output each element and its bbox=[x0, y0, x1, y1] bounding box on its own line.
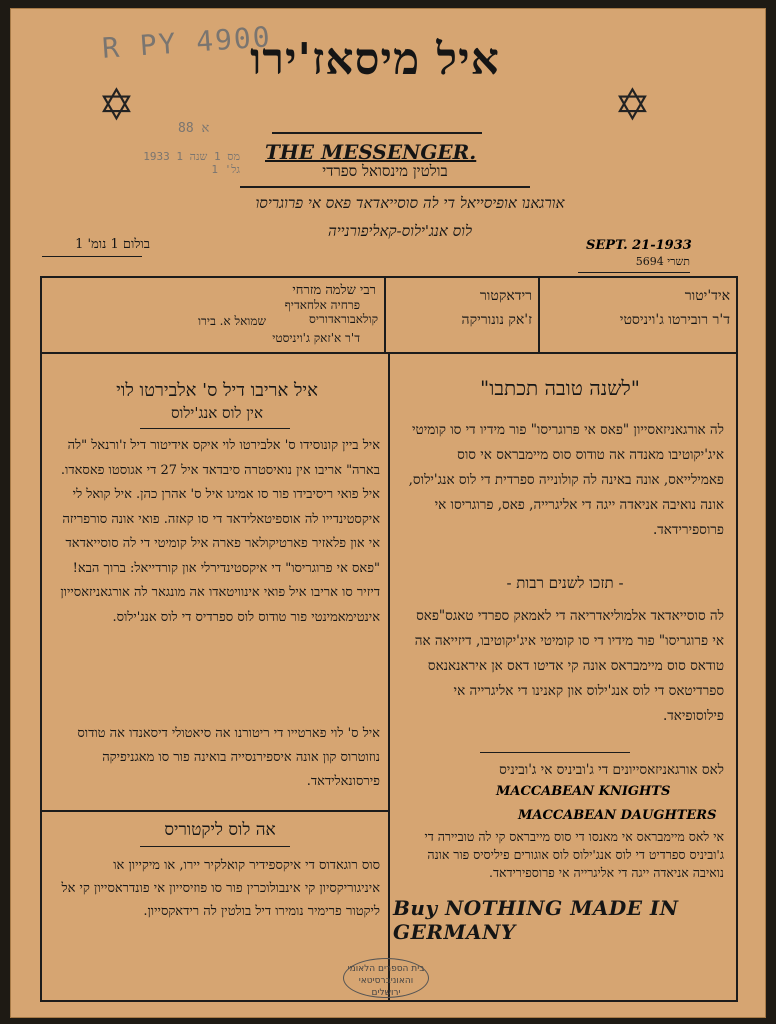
pencil-note-number: 88 א bbox=[178, 121, 210, 136]
right-paragraph-1: לה אורגאניזאסייון "פאס אי פרוגריסו" פור מידיו די סו קומיטי איג'יקוטיבו מאנדה אה טודוס סוס מיימבראס אי סוס פאמילייאס, אונה באינה לה קולונייה ספרדית די לוס אנג'ילוס, אונה נואיבה אניאדה ייגה די אליגרייה, פאס, פרוגריסו אי פרוספירידאד. bbox=[408, 422, 724, 538]
maccabean-daughters: MACCABEAN DAUGHTERS bbox=[518, 808, 717, 823]
editor-label: איד'יטור bbox=[684, 288, 730, 304]
organ-line-2: לוס אנג'ילוס-קאליפורנייה bbox=[327, 222, 473, 240]
staff-box-left bbox=[40, 276, 42, 1002]
collaborator-2: פרחיה אלחאדיף bbox=[284, 298, 360, 312]
collaborators-label: קולאבוראדוריס bbox=[309, 312, 378, 326]
staff-box-top bbox=[40, 276, 738, 278]
slogan-buy-nothing: Buy NOTHING MADE IN GERMANY bbox=[393, 896, 679, 944]
left-section-rule bbox=[40, 810, 390, 812]
masthead-subtitle: בולטין מינסואל ספרדי bbox=[322, 162, 448, 180]
staff-divider-1 bbox=[538, 276, 540, 354]
stamp-line-3: ירושלים bbox=[371, 988, 401, 998]
readers-text: סוס רוגאדוס די איקספידיר קואלקיר יירו, או מיקייון או איניגוריקסיון קי אינבולוכרין פור סו פוזיסייון אי פונדראסייון קי אל ליקטור פרימיר נומירו דיל בולטין לה רידאקסייון. bbox=[61, 858, 380, 919]
catalog-mark: R PY 4900 bbox=[101, 20, 273, 65]
newspaper-page bbox=[10, 8, 766, 1018]
volume-number: בולום 1 נומ' 1 bbox=[75, 237, 150, 252]
readers-heading: אה לוס ליקטוריס bbox=[164, 820, 276, 840]
page-bottom-rule bbox=[40, 1000, 738, 1002]
collaborator-4: ד'ר א'זאק ג'ויניסטי bbox=[272, 331, 360, 345]
redactor-label: רידאקטור bbox=[479, 288, 532, 304]
organ-line-1: אורגאנו אופיסייאל די לה סוסייאדאד פאס אי פרוגריסו bbox=[255, 194, 565, 212]
left-headline-2: אין לוס אנג'ילוס bbox=[171, 404, 263, 422]
stamp-line-1: בית הספרים הלאומי bbox=[347, 964, 425, 974]
left-paragraph-2: איל ס' לוי פארטייו די ריטורנו אה סיאטולי דיסאנדו אה טודוס נוזוטרוס קון אונה איספירנסייה בואינה פור סו מאגניפיקה פירסונאלידאד. bbox=[77, 726, 380, 789]
library-stamp bbox=[343, 958, 429, 998]
right-separator bbox=[480, 752, 630, 753]
title-rule-top bbox=[272, 132, 482, 134]
date-english: SEPT. 21-1933 bbox=[586, 238, 692, 253]
subtitle-rule bbox=[240, 186, 530, 188]
left-headline-1: איל אריבו דיל ס' אלבירטו לוי bbox=[116, 380, 318, 401]
redactor-name: ז'אק נונוריקה bbox=[461, 312, 532, 328]
staff-box-right bbox=[736, 276, 738, 1002]
right-paragraph-2: לה סוסייאדאד אלמוליאדריאה די לאמאק ספרדי טאגס"פאס אי פרוגריסו" פור מידיו די סו קומיטי איג'יקוטיבו, דיזייאה אה טודאס סוס מיימבראס אונה קי אדיטו דאס אן איראנאנאס ספרדיטאס די לוס אנג'ילוס און קאנינו די אליגרייה אי פילוסופיאד. bbox=[414, 608, 724, 724]
collaborator-3: שמואל א. בירו bbox=[197, 314, 266, 328]
date-underline bbox=[578, 272, 690, 273]
pencil-note-issue: מס 1 שנה 1 1933 גל' 1 bbox=[143, 150, 240, 176]
left-headline-rule bbox=[140, 428, 290, 429]
right-headline: "לשנה טובה תכתבו" bbox=[480, 376, 640, 400]
volume-underline bbox=[42, 256, 142, 257]
masthead-title: איל מיסאז'ירו bbox=[250, 34, 500, 85]
date-hebrew: תשרי 5694 bbox=[635, 255, 690, 268]
editor-name: ד'ר רובירטו ג'ויניסטי bbox=[619, 312, 730, 328]
star-of-david-icon-right: ✡ bbox=[614, 80, 651, 131]
readers-heading-rule bbox=[140, 846, 290, 847]
tizku-heading: - תזכו לשנים רבות - bbox=[506, 574, 624, 592]
english-title: THE MESSENGER. bbox=[265, 140, 477, 164]
staff-divider-2 bbox=[384, 276, 386, 354]
column-divider bbox=[388, 354, 390, 1002]
maccabean-knights: MACCABEAN KNIGHTS bbox=[496, 784, 671, 799]
stamp-line-2: והאוניברסיטאי bbox=[358, 976, 414, 986]
left-paragraph-1: איל ביין קונוסידו ס' אלבירטו לוי איקס אידיטור דיל ז'ורנאל "לה בארה" אריבו אין נואיסטרה סיבדאד איל 27 די אגוסטו פאסאדו. איל פואי ריסיבידו פור סו אמיגו איל ס' אהרן כהן. איל קואל לי איקסטינדייו לה אוספיטאלידאד די סו קאזה. פואי אונה סורפריזה אי און פלאזיר פארטיקולאר פארה איל קומיטי די לה סוסייאדאד "פאס אי פרוגריסו" די איקסטינדירלי און קורדייאל: ברוך הבא! דיזיר סו אריבו איל פואי אינוויטאדו אה מונגאר לה אורגאניזאסייון אינטימאמינטי פור טודוס לוס ספרדיס די לוס אנג'ילוס. bbox=[60, 438, 380, 625]
right-paragraph-3b: אי לאס מיימבראס אי מאנסו די סוס מייבראס קי לה טוביירה די ג'וביניס ספרדיט די לוס אנג'ילוס לוס אוגורים פיליסיס פור אונה נואיבה אניאדה ייגה די אליגרייה אי פרוספירידאד. bbox=[424, 829, 724, 880]
right-paragraph-3a: לאס אורגאניזאסייונים די ג'וביניס אי ג'וביניס bbox=[499, 762, 724, 778]
collaborator-1: רבי שלמה מזרחי bbox=[292, 283, 376, 298]
star-of-david-icon-left: ✡ bbox=[98, 80, 135, 131]
